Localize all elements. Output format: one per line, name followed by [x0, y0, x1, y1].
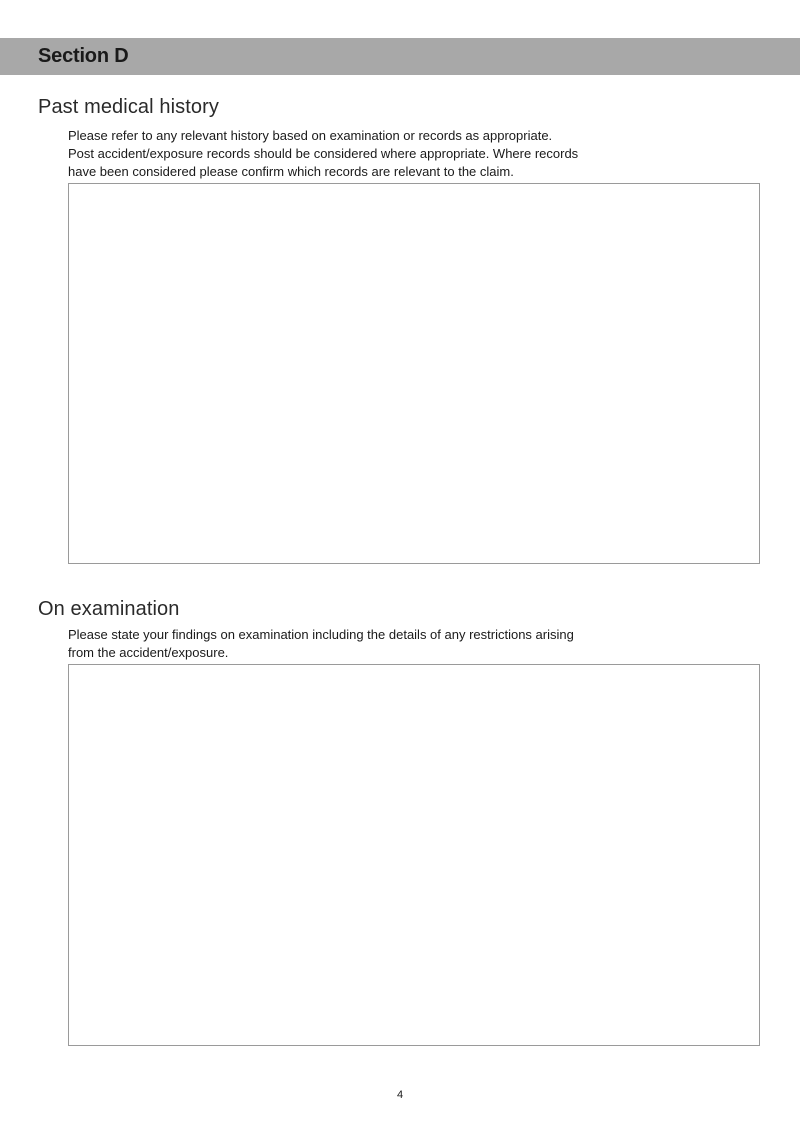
instruction-line: Post accident/exposure records should be considered where appropriate. Where records [68, 146, 579, 161]
page-number: 4 [396, 1089, 404, 1101]
section-header-bar [0, 38, 800, 75]
instruction-line: Please state your findings on examination including the details of any restrictions arising [68, 627, 574, 642]
past-medical-history-instructions [68, 127, 628, 181]
on-examination-heading: On examination [38, 598, 180, 620]
past-medical-history-heading: Past medical history [38, 96, 219, 118]
past-medical-history-field[interactable] [68, 183, 760, 564]
on-examination-field[interactable] [68, 664, 760, 1046]
instruction-line: Please refer to any relevant history based on examination or records as appropriate. [68, 128, 553, 143]
instruction-line: from the accident/exposure. [68, 645, 229, 660]
instruction-line: have been considered please confirm which records are relevant to the claim. [68, 164, 514, 179]
on-examination-instructions [68, 626, 628, 662]
section-title: Section D [38, 45, 129, 67]
